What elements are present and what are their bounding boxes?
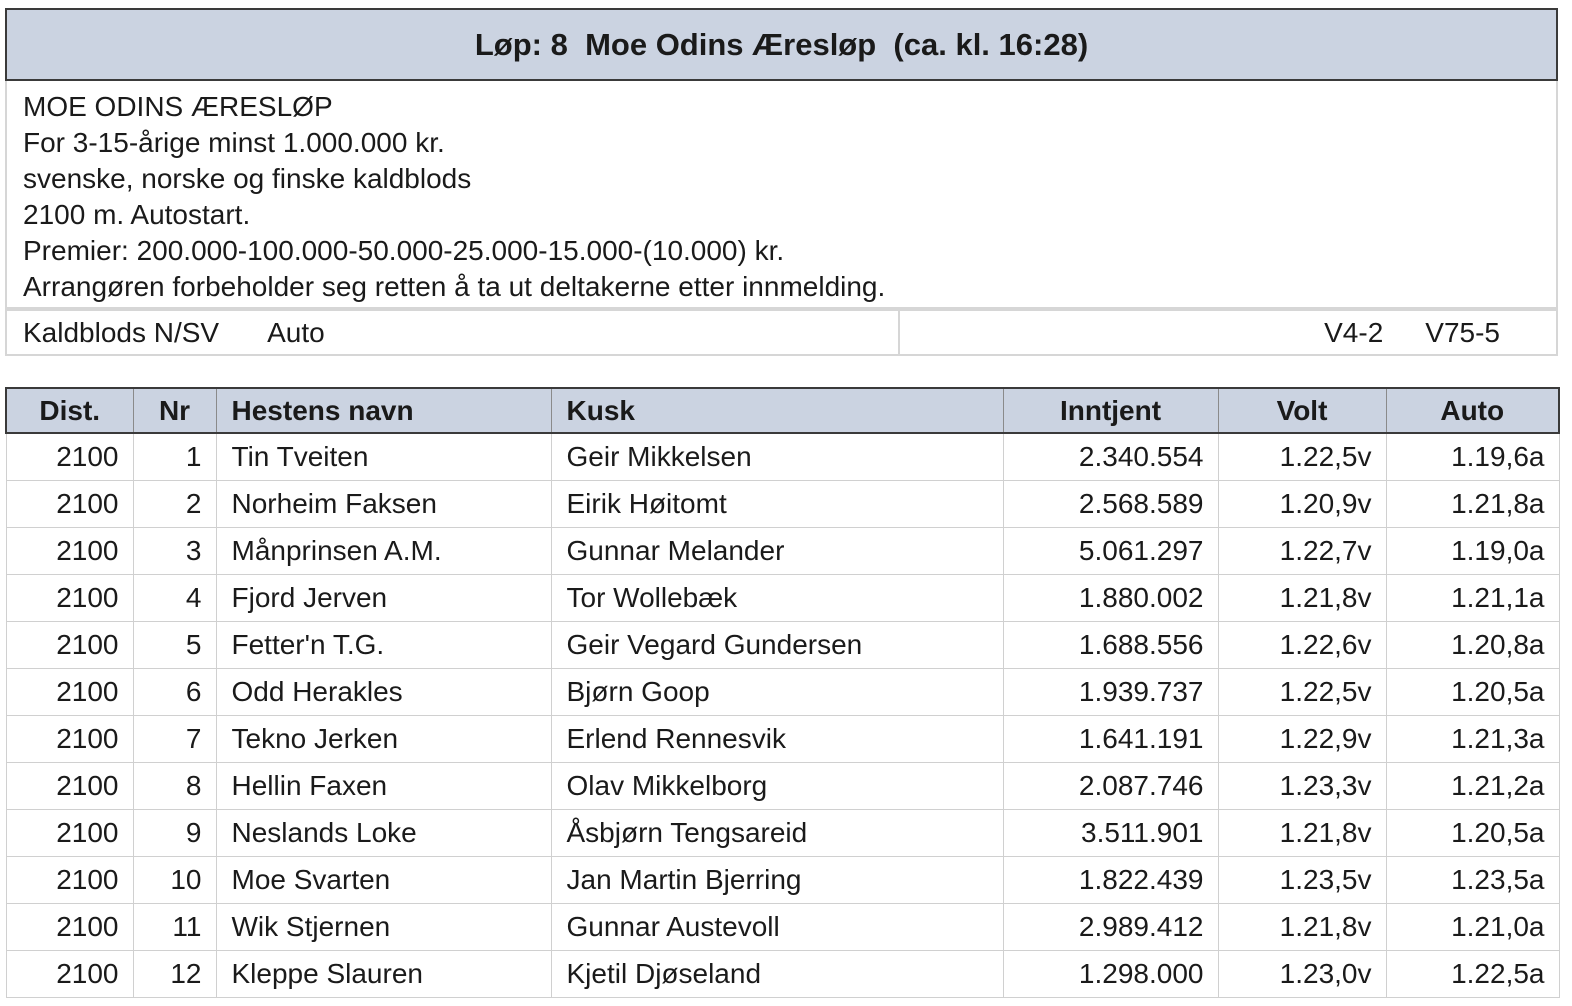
cell-horse: Norheim Faksen [216,480,551,527]
race-category: Kaldblods N/SV [23,316,220,348]
cell-driver: Eirik Høitomt [551,480,1003,527]
cell-driver: Erlend Rennesvik [551,715,1003,762]
start-type: Auto [267,316,325,348]
cell-driver: Jan Martin Bjerring [551,856,1003,903]
table-row [6,668,1559,715]
table-row [6,903,1559,950]
cell-volt: 1.22,5v [1218,433,1386,480]
cell-horse: Månprinsen A.M. [216,527,551,574]
cell-dist: 2100 [6,433,133,480]
table-row [6,480,1559,527]
table-row [6,433,1559,480]
condition-line: Arrangøren forbeholder seg retten å ta ut deltakerne etter innmelding. [23,271,886,302]
cell-nr: 7 [133,715,216,762]
table-row [6,950,1559,997]
cell-earnings: 1.298.000 [1003,950,1218,997]
cell-volt: 1.22,7v [1218,527,1386,574]
cell-earnings: 2.087.746 [1003,762,1218,809]
cell-horse: Tin Tveiten [216,433,551,480]
cell-earnings: 1.939.737 [1003,668,1218,715]
cell-dist: 2100 [6,715,133,762]
col-header-dist: Dist. [6,388,133,433]
race-name: Moe Odins Æresløp [585,26,877,62]
cell-earnings: 2.340.554 [1003,433,1218,480]
cell-earnings: 5.061.297 [1003,527,1218,574]
condition-line: svenske, norske og finske kaldblods [23,163,472,194]
race-time: (ca. kl. 16:28) [893,26,1089,62]
cell-volt: 1.22,5v [1218,668,1386,715]
col-header-nr: Nr [133,388,216,433]
cell-dist: 2100 [6,574,133,621]
game-codes-cell [900,311,1556,354]
cell-auto: 1.21,8a [1386,480,1559,527]
race-label: Løp: 8 [474,26,568,62]
race-header [5,8,1558,81]
cell-volt: 1.20,9v [1218,480,1386,527]
cell-dist: 2100 [6,856,133,903]
condition-line: Premier: 200.000-100.000-50.000-25.000-15.000-(10.000) kr. [23,235,785,266]
table-row [6,621,1559,668]
cell-nr: 4 [133,574,216,621]
cell-nr: 12 [133,950,216,997]
cell-driver: Åsbjørn Tengsareid [551,809,1003,856]
cell-volt: 1.21,8v [1218,574,1386,621]
cell-earnings: 1.880.002 [1003,574,1218,621]
cell-driver: Geir Vegard Gundersen [551,621,1003,668]
cell-nr: 9 [133,809,216,856]
cell-dist: 2100 [6,480,133,527]
table-row [6,574,1559,621]
cell-horse: Tekno Jerken [216,715,551,762]
cell-earnings: 1.641.191 [1003,715,1218,762]
condition-line: 2100 m. Autostart. [23,199,251,230]
cell-auto: 1.20,5a [1386,668,1559,715]
table-header-row [6,388,1559,433]
table-row [6,809,1559,856]
cell-dist: 2100 [6,762,133,809]
cell-dist: 2100 [6,950,133,997]
cell-horse: Kleppe Slauren [216,950,551,997]
col-header-auto: Auto [1386,388,1559,433]
table-row [6,527,1559,574]
condition-line: For 3-15-årige minst 1.000.000 kr. [23,127,445,158]
cell-earnings: 2.568.589 [1003,480,1218,527]
col-header-volt: Volt [1218,388,1386,433]
col-header-horse: Hestens navn [216,388,551,433]
cell-earnings: 3.511.901 [1003,809,1218,856]
cell-dist: 2100 [6,621,133,668]
cell-volt: 1.23,0v [1218,950,1386,997]
condition-line: MOE ODINS ÆRESLØP [23,91,333,122]
cell-volt: 1.23,3v [1218,762,1386,809]
table-row [6,856,1559,903]
cell-horse: Moe Svarten [216,856,551,903]
cell-earnings: 1.822.439 [1003,856,1218,903]
cell-dist: 2100 [6,668,133,715]
cell-dist: 2100 [6,903,133,950]
cell-volt: 1.22,6v [1218,621,1386,668]
cell-volt: 1.21,8v [1218,809,1386,856]
cell-horse: Neslands Loke [216,809,551,856]
cell-auto: 1.21,2a [1386,762,1559,809]
cell-nr: 5 [133,621,216,668]
cell-horse: Odd Herakles [216,668,551,715]
cell-auto: 1.23,5a [1386,856,1559,903]
cell-volt: 1.21,8v [1218,903,1386,950]
cell-auto: 1.19,0a [1386,527,1559,574]
cell-dist: 2100 [6,809,133,856]
cell-driver: Bjørn Goop [551,668,1003,715]
cell-volt: 1.22,9v [1218,715,1386,762]
col-header-earnings: Inntjent [1003,388,1218,433]
cell-nr: 1 [133,433,216,480]
cell-nr: 10 [133,856,216,903]
cell-driver: Gunnar Austevoll [551,903,1003,950]
cell-nr: 8 [133,762,216,809]
race-category-cell [7,311,900,354]
race-conditions [5,81,1558,309]
cell-nr: 11 [133,903,216,950]
table-row [6,715,1559,762]
cell-driver: Tor Wollebæk [551,574,1003,621]
cell-horse: Fetter'n T.G. [216,621,551,668]
cell-volt: 1.23,5v [1218,856,1386,903]
cell-horse: Wik Stjernen [216,903,551,950]
cell-dist: 2100 [6,527,133,574]
cell-driver: Olav Mikkelborg [551,762,1003,809]
cell-auto: 1.19,6a [1386,433,1559,480]
table-row [6,762,1559,809]
cell-earnings: 1.688.556 [1003,621,1218,668]
cell-horse: Hellin Faxen [216,762,551,809]
cell-driver: Kjetil Djøseland [551,950,1003,997]
cell-auto: 1.20,8a [1386,621,1559,668]
game-code-v4: V4-2 [1324,316,1384,348]
cell-nr: 6 [133,668,216,715]
cell-auto: 1.21,1a [1386,574,1559,621]
entries-body [6,433,1559,997]
race-info-row [5,309,1558,356]
cell-driver: Geir Mikkelsen [551,433,1003,480]
cell-earnings: 2.989.412 [1003,903,1218,950]
cell-auto: 1.20,5a [1386,809,1559,856]
cell-auto: 1.21,0a [1386,903,1559,950]
cell-nr: 3 [133,527,216,574]
cell-nr: 2 [133,480,216,527]
entries-table [5,387,1560,998]
cell-auto: 1.22,5a [1386,950,1559,997]
cell-auto: 1.21,3a [1386,715,1559,762]
cell-driver: Gunnar Melander [551,527,1003,574]
cell-horse: Fjord Jerven [216,574,551,621]
game-code-v75: V75-5 [1425,316,1500,348]
col-header-driver: Kusk [551,388,1003,433]
